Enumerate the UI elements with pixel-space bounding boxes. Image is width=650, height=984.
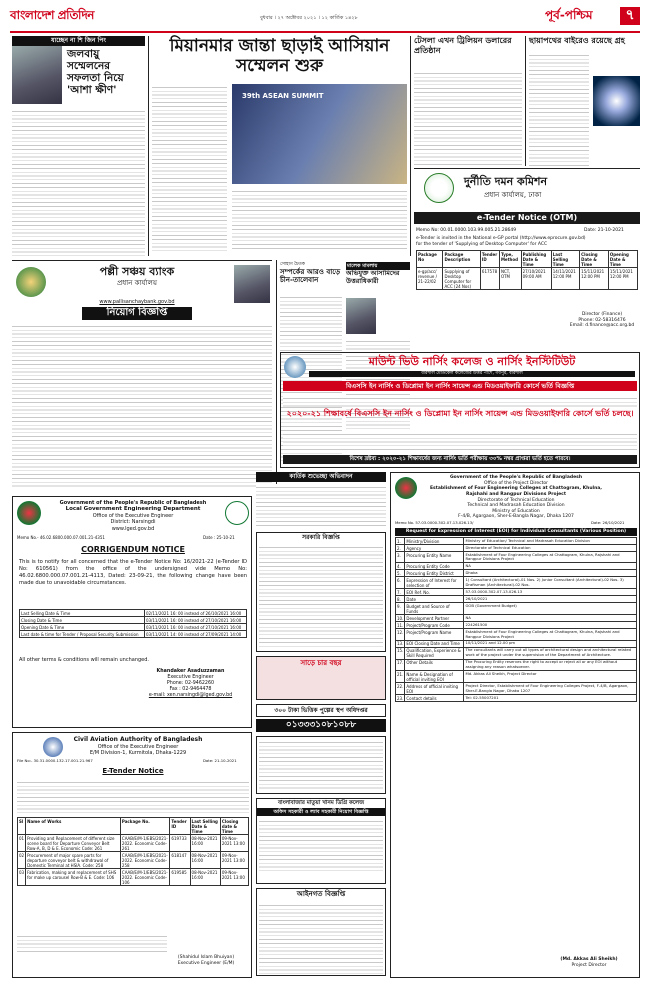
acc-title: দুর্নীতি দমন কমিশন [464, 175, 548, 188]
signer-name: (Shahidul Islam Bhuiyan) [177, 955, 235, 960]
table-header: Name of Works [26, 818, 121, 835]
table-row [396, 552, 637, 563]
table-cell: 618147 [170, 852, 190, 869]
mount-view-ad [280, 352, 640, 468]
table-cell: Procuring Entity District [405, 570, 464, 577]
table-cell: NA [464, 615, 637, 622]
table-cell: 09-Nov-2021 13:00 [220, 869, 248, 886]
table-cell: Tel: 02-55007201 [464, 695, 637, 702]
malek-photo [346, 298, 376, 334]
caab-office: Office of the Executive Engineer [97, 743, 179, 750]
table-cell: 23. [397, 695, 404, 701]
dme-header [421, 475, 611, 520]
table-header: Closing Date & Time [580, 251, 609, 268]
caab-date: Date: 21-10-2021 [203, 758, 237, 763]
table-cell: The Procuring Entity reserves the right to accept or reject all or any EOI without assigning any reason whatsoever. [464, 659, 637, 670]
table-cell: 03/11/2021 16: 00 instead of 27/10/2021 16:00 [144, 617, 246, 624]
table-cell: Procuring Entity Name [405, 552, 464, 563]
lged-body: This is to notify for all concerned that the e-Tender Notice No: 16/2021-22 (e-Tender ID No: 610561) from the office of the undersigned vide Memo No: 46.02.6800.000.07.001.21-4113, Dated: 23-09-21, the following change have been made due to unavoidable circumstances. [19, 559, 247, 587]
caab-division: E/M Division-1, Kurmitola, Dhaka-1229 [89, 749, 187, 756]
dme-dir: Directorate of Technical Education [477, 497, 555, 503]
table-cell: 03/11/2021 14: 00 instead of 27/09/2021 14:00 [144, 631, 246, 638]
table-cell: 02 [18, 852, 26, 869]
table-header: Tender ID [480, 251, 499, 268]
caab-header [63, 736, 213, 756]
mountview-text [283, 395, 637, 407]
acc-header [414, 168, 640, 212]
table-header: Last Selling Date & Time [190, 818, 220, 835]
palli-photo [234, 265, 270, 303]
table-row [20, 610, 247, 617]
table-row [396, 622, 637, 629]
otm-signer [564, 312, 640, 329]
table-row [18, 835, 249, 852]
table-cell: Last Selling Date & Time [20, 610, 145, 617]
table-cell: EOI Closing Date and Time [405, 640, 464, 647]
legal-body [259, 902, 383, 974]
table-header: Last Selling Time [551, 251, 579, 268]
signer-title: Executive Engineer (E/M) [177, 960, 235, 966]
table-cell: 224261500 [464, 622, 637, 629]
table-cell: Last date & time for Tender / Proposal Security Submission [20, 631, 145, 638]
table-cell: Md. Akkas Ali Sheikh, Project Director [464, 671, 637, 683]
signer-title: Director (Finance) [581, 312, 623, 317]
signer-phone: Phone: 02-9462260 [166, 680, 215, 686]
table-row [18, 852, 249, 869]
dme-table [395, 537, 637, 702]
table-cell: 03/11/2021 16: 00 instead of 27/10/2021 16:00 [144, 624, 246, 631]
table-cell: Providing and Replacement of different size scene board for Departure Conveyor Belt Row-A, B, D & E. Economic Code: 261 [26, 835, 121, 852]
caab-file: File No:- 30.31.0000.132.17.001.21.967 [17, 758, 93, 763]
table-cell: Date [405, 596, 464, 603]
legal-title: আইনগত বিজ্ঞপ্তি [296, 890, 346, 899]
table-cell: 619733 [170, 835, 190, 852]
mountview-banner: বিএসসি ইন নার্সিং ও ডিপ্লোমা ইন নার্সিং সায়েন্স এন্ড মিডওয়াইফারি কোর্সে ভর্তি বিজ্ঞপ্তি [283, 381, 637, 391]
table-cell: 21. [396, 671, 405, 683]
lged-gov: Government of the People's Republic of Bangladesh [59, 500, 207, 506]
dme-date: Date: 26/10/2021 [591, 520, 625, 525]
masthead [10, 6, 640, 30]
table-cell: 57.03.0000.302.07.13.026.13 [464, 589, 637, 596]
lged-table [19, 609, 247, 638]
table-cell: NCT, OTM [499, 268, 521, 290]
table-cell: 17. [396, 659, 405, 670]
table-cell: GOB (Government Budget) [464, 603, 637, 615]
caab-notice [12, 732, 252, 978]
otm-line1: e-Tender is invited in the National e-GP portal (http://www.eprocure.gov.bd) [416, 236, 586, 241]
lged-dept: Local Government Engineering Department [65, 506, 201, 513]
table-cell: 27/10/2021 09:00 AM [521, 268, 551, 290]
table-cell: CAAB/E/M-1/EBS/2021-2022. Economic Code-261 [120, 835, 170, 852]
lged-date: Date : 25-10-21 [203, 535, 235, 540]
table-row [396, 647, 637, 659]
table-cell: Other Details [405, 659, 464, 670]
page-number: ৭ [620, 7, 640, 25]
table-row [396, 563, 637, 570]
table-cell: Address of official inviting EOI [405, 683, 464, 695]
table-cell: 14/11/2021 12:00 PM [551, 268, 579, 290]
mountview-logo-icon [284, 356, 306, 378]
table-cell: Agency [405, 545, 464, 552]
table-row [396, 683, 637, 695]
photo-caption: 39th ASEAN SUMMIT [242, 92, 324, 100]
table-cell: 09-Nov-2021 13:00 [220, 835, 248, 852]
xi-photo [12, 46, 62, 104]
signer-fax: Fax : 02-9464478 [169, 686, 212, 692]
table-row [396, 671, 637, 683]
table-header: Sl [18, 818, 26, 835]
mountview-special: বিশেষ দ্রষ্টব্য : ২০২০-২১ শিক্ষাবর্ষের জন্য নার্সিং ভর্তি পরীক্ষায় ৩০% নম্বর প্রাপ্তরা ভর্তি হতে পারবে। [283, 455, 637, 464]
otm-memo: Memo No: 00.01.0000.103.99.005.21.28649 [416, 228, 517, 233]
mountview-title: মাউন্ট ভিউ নার্সিং কলেজ ও নার্সিং ইনস্টিটিউট [368, 355, 576, 368]
palli-notice-title: নিয়োগ বিজ্ঞপ্তি [82, 307, 192, 320]
table-row [396, 577, 637, 589]
table-cell: 617578 [480, 268, 499, 290]
table-row [396, 596, 637, 603]
article-milkyway [529, 36, 640, 166]
govt-ad-title: সরকারি বিজ্ঞপ্তি [302, 533, 340, 541]
article-tesla [414, 36, 522, 166]
table-cell: Directorate of Technical Education [464, 545, 637, 552]
table-cell: 3. [396, 552, 405, 563]
table-ad [256, 736, 386, 794]
galaxy-photo [593, 76, 640, 126]
table-cell: Establishment of Four Engineering Colleges at Chattogram, Khulna, Rajshahi and Rangpur Divisions Project [464, 552, 637, 563]
plaster-ad: ৩০০ টাকা ভিত্তিক পুল্পের স্থপ অধিদপ্তর [256, 704, 386, 718]
dme-min: Technical and Madrasah Education Division [467, 503, 565, 509]
table-cell: 9. [396, 603, 405, 615]
lged-notice [12, 496, 252, 728]
dme-logo-icon [395, 477, 417, 499]
lged-title: CORRIGENDUM NOTICE [81, 545, 185, 554]
table-cell: 15/11/2021 12:00 PM [580, 268, 609, 290]
pharma-ad-title: সাড়ে চার বছর [300, 658, 342, 667]
table-cell: 09-Nov-2021 13:00 [220, 852, 248, 869]
table-cell: Budget and Source of Funds [405, 603, 464, 615]
article-headline: টেসলা এখন ট্রিলিয়ন ডলারের প্রতিষ্ঠান [414, 35, 512, 55]
palli-url: www.pallisanchaybank.gov.bd [99, 299, 175, 305]
dme-signer [541, 957, 637, 968]
table-header: Package No [417, 251, 443, 268]
table-cell: 02/11/2021 16: 00 instead of 26/10/2021 16:00 [144, 610, 246, 617]
table-header-row [417, 251, 638, 268]
otm-table [416, 250, 638, 290]
table-cell: 6. [396, 577, 405, 589]
table-cell: Closing Date & Time [20, 617, 145, 624]
article-myanmar [152, 36, 407, 256]
table-cell: 5. [396, 570, 405, 577]
table-cell: 7. [396, 589, 405, 596]
palli-logo-icon [16, 267, 46, 297]
table-row [396, 659, 637, 670]
lged-logo-icon [225, 501, 249, 525]
table-row [396, 570, 637, 577]
mountview-details [283, 431, 637, 453]
etender-otm [414, 212, 640, 342]
table-ad-body [259, 739, 383, 791]
article-kicker: সোহাগ চৈতক [280, 262, 305, 267]
article-body [414, 70, 522, 166]
lged-header [43, 500, 223, 532]
caab-logo-icon [43, 737, 63, 757]
palli-ad [12, 260, 272, 492]
table-cell: 619585 [170, 869, 190, 886]
table-cell: e-gp/acc/ revenue / 21-22/02 [417, 268, 443, 290]
table-cell: 11. [397, 622, 404, 628]
table-cell: Procuring Entity Code [405, 563, 464, 570]
article-headline: অভিযুক্ত আসামিদের উত্তরাধিকারী [346, 269, 400, 286]
table-header: Type, Method [499, 251, 521, 268]
dme-ministry: Ministry of Education [492, 508, 540, 514]
palli-subtitle: প্রধান কার্যালয় [117, 279, 157, 287]
dme-gov: Government of the People's Republic of Bangladesh [449, 475, 583, 480]
section-title: পূর্ব-পশ্চিম [545, 8, 593, 22]
table-cell: 26/10/2021 [464, 596, 637, 603]
article-headline: জলবায়ু সম্মেলনের সফলতা নিয়ে 'আশা ক্ষীণ' [67, 48, 124, 97]
table-cell: 12. [396, 629, 405, 640]
signer-email: e-mail: xen.narsingdi@lged.gov.bd [148, 692, 233, 698]
table-cell: 2. [396, 545, 405, 552]
kartik-ad-body [256, 484, 386, 528]
table-cell: Dhaka [464, 570, 637, 577]
table-row [396, 640, 637, 647]
table-cell: Establishment of Four Engineering Colleges at Chattogram, Khulna, Rajshahi and Rangpur Divisions Project [464, 629, 637, 640]
table-row [20, 617, 247, 624]
phone-ad: ০১৩৩৩১০৮১০৮৮ [256, 719, 386, 732]
table-cell: 13. [397, 641, 404, 647]
table-cell: Ministry of Education/ Technical and Madrasah Education Division [464, 538, 637, 545]
caab-intro [17, 779, 249, 813]
dme-project: Establishment of Four Engineering Colleges at Chattogram, Khulna, Rajshahi and Rangpur Divisions Project [429, 486, 603, 497]
table-row [396, 615, 637, 622]
article-headline: মিয়ানমার জান্তা ছাড়াই আসিয়ান সম্মেলন শুরু [169, 36, 390, 77]
table-cell: EOI Ref. No. [405, 589, 464, 596]
table-cell: Project/Program Code [405, 622, 464, 629]
article-body-2 [232, 188, 407, 252]
dme-office: Office of the Project Director [483, 480, 549, 486]
table-cell: 01 [18, 835, 26, 852]
table-cell: 15. [396, 647, 405, 659]
table-cell: Fabrication, making and replacement of SHS for make up carousel Row-B & E. Code: 106 [26, 869, 121, 886]
table-cell: 08-Nov-2021 16:00 [190, 835, 220, 852]
table-header-row [18, 818, 249, 835]
table-cell: Name & Designation of official inviting EOI [405, 671, 464, 683]
acc-subtitle: প্রধান কার্যালয়, ঢাকা [484, 191, 542, 199]
table-cell: 03 [18, 869, 26, 886]
table-header: Package Description [443, 251, 480, 268]
table-cell: 1) Consultant (Architectural)-01 Nos. 2) Junior Consultant (Architectural)-02 Nos. 3) Draftsman (Architectural)-02 Nos. [464, 577, 637, 589]
table-cell: CAAB/E/M-1/EBS/2021-2022. Economic Code-258 [120, 852, 170, 869]
table-header: Package No. [120, 818, 170, 835]
article-headline: সম্পর্কের আরও বাড়ে চীন-তালেবান [280, 266, 341, 285]
signer-email: Email: d.finance@acc.org.bd [569, 323, 635, 329]
otm-line2: for the tender of 'Supplying of Desktop Computer' for ACC [416, 242, 548, 247]
college-title: বাংলাবাজার মাতুয়া খানম ডিগ্রি কলেজ [277, 800, 365, 807]
table-header: Closing date & Time [220, 818, 248, 835]
caab-footer-text [17, 933, 167, 953]
mountview-subtitle: বরিশাল মেডিকেল কলেজের উত্তর পাশে, গর্বপুর, বরিশাল [309, 371, 635, 377]
pharma-ad [256, 656, 386, 700]
palli-title: পল্লী সঞ্চয় ব্যাংক [99, 265, 175, 278]
signer-phone: Phone: 02-58316476 [578, 317, 626, 323]
lged-signer [133, 669, 248, 699]
table-header: Opening Date & Time [608, 251, 637, 268]
logo: বাংলাদেশ প্রতিদিন [10, 8, 94, 22]
table-cell: Contact details [405, 695, 464, 702]
table-cell: Opening Date & Time [20, 624, 145, 631]
article-body [12, 108, 145, 256]
date-line: বুধবার । ২৭ অক্টোবর ২০২১ । ১২ কার্তিক ১৪২৮ [260, 15, 358, 21]
table-row [18, 869, 249, 886]
bd-emblem-icon [17, 501, 41, 525]
lged-footer: All other terms & conditions will remain unchanged. [19, 657, 150, 663]
signer-name: Khandaker Asaduzzaman [156, 669, 225, 674]
table-cell: 1. [396, 538, 405, 545]
caab-title2: E-Tender Notice [102, 767, 164, 775]
table-cell: CAAB/E/M-1/EBS/2021-2022. Economic Code-106 [120, 869, 170, 886]
table-cell: 10/11/2021 and 12.00 pm [464, 640, 637, 647]
otm-title: e-Tender Notice (OTM) [414, 212, 640, 224]
table-cell: Qualification, Experience & Skill Required [405, 647, 464, 659]
table-row [396, 538, 637, 545]
signer-name: (Md. Akkas Ali Sheikh) [560, 957, 618, 962]
table-row [417, 268, 638, 290]
signer-title: Project Director [571, 962, 607, 968]
dme-memo: Memo No. 57.03.0000.302.07.13.026.13/ [395, 520, 474, 525]
article-body [529, 52, 589, 166]
table-row [396, 589, 637, 596]
table-cell: 8. [396, 596, 405, 603]
caab-title: Civil Aviation Authority of Bangladesh [73, 736, 203, 743]
college-body [259, 818, 383, 874]
table-row [396, 545, 637, 552]
acc-logo-icon [424, 173, 454, 203]
legal-ad [256, 888, 386, 976]
govt-ad-body [259, 544, 383, 648]
middle-ads [256, 472, 386, 978]
college-notice: অফিস সহকারী ও ল্যাব সহকারী নিয়োগ বিজ্ঞপ্তি [257, 808, 385, 816]
table-cell: Expression of Interest for selection of [405, 577, 464, 589]
table-cell: Development Partner [405, 615, 464, 622]
article-kicker: মালেক মামলায় [346, 262, 410, 270]
caab-signer [163, 955, 249, 966]
lged-memo: Memo No.- 46.02.6800.000.07.001.21-4351 [17, 535, 105, 540]
table-row [396, 629, 637, 640]
asean-photo [232, 84, 407, 184]
article-kicker: যাচ্ছেন না শি জিন পিং [12, 36, 145, 46]
table-cell: Ministry/Division [405, 538, 464, 545]
table-cell: 4. [396, 563, 405, 570]
dme-eoi-title: Request for Expression of Interest (EOI) for Individual Consultants (Various Position) [395, 528, 637, 536]
govt-ad [256, 532, 386, 652]
table-row [396, 695, 637, 702]
table-cell: 08-Nov-2021 16:00 [190, 869, 220, 886]
table-row [20, 624, 247, 631]
otm-date: Date: 21-10-2021 [584, 228, 624, 233]
bangla-college-ad [256, 798, 386, 884]
palli-body [12, 323, 272, 489]
table-cell: Project/Program Name [405, 629, 464, 640]
table-header: Publishing Date & Time [521, 251, 551, 268]
table-row [20, 631, 247, 638]
table-cell: The consultants will carry out all types of architectural design and architectural related work of the project under the supervision of the Department of Architecture. [464, 647, 637, 659]
caab-table [17, 817, 249, 886]
table-row [396, 603, 637, 615]
table-header: Tender ID [170, 818, 190, 835]
lged-district: District: Narsingdi [110, 519, 156, 526]
mountview-session: ২০২০-২১ শিক্ষাবর্ষে বিএসসি ইন নার্সিং ও ডিপ্লোমা ইন নার্সিং সায়েন্স এন্ড মিডওয়াইফারি কোর্সে ভর্তি চলছে। [286, 409, 634, 418]
table-cell: 10. [397, 615, 404, 621]
table-cell: 22. [396, 683, 405, 695]
article-headline: ছায়াপথের বাইরেও রয়েছে গ্রহ [529, 35, 625, 45]
table-cell: 15/11/2021 12:00 PM [608, 268, 637, 290]
signer-title: Executive Engineer [167, 674, 214, 680]
table-cell: NA [464, 563, 637, 570]
kartik-ad-title: কার্তিক শুভেচ্ছা অভিবাদন [256, 472, 386, 482]
table-cell: Procurement of major spare parts for departure conveyor belt & withdrawal of Domestic Terminal at HSIA. Code: 258 [26, 852, 121, 869]
article-xi [12, 36, 145, 256]
lged-url: www.lged.gov.bd [111, 525, 155, 532]
table-cell: 08-Nov-2021 16:00 [190, 852, 220, 869]
table-cell: Supplying of Desktop Computer for ACC (24 Nos) [443, 268, 480, 290]
table-cell: Project Director, Establishment of Four Engineering Colleges Project, F-4/B, Agargaon, Sher-E-Bangla Nagar, Dhaka 1207 [464, 683, 637, 695]
dme-address: F-4/B, Agargaon, Sher-E-Bangla Nagar, Dhaka 1207 [458, 514, 574, 520]
lged-office: Office of the Executive Engineer [92, 513, 174, 520]
article-body [152, 84, 227, 252]
dme-eoi [390, 472, 640, 978]
